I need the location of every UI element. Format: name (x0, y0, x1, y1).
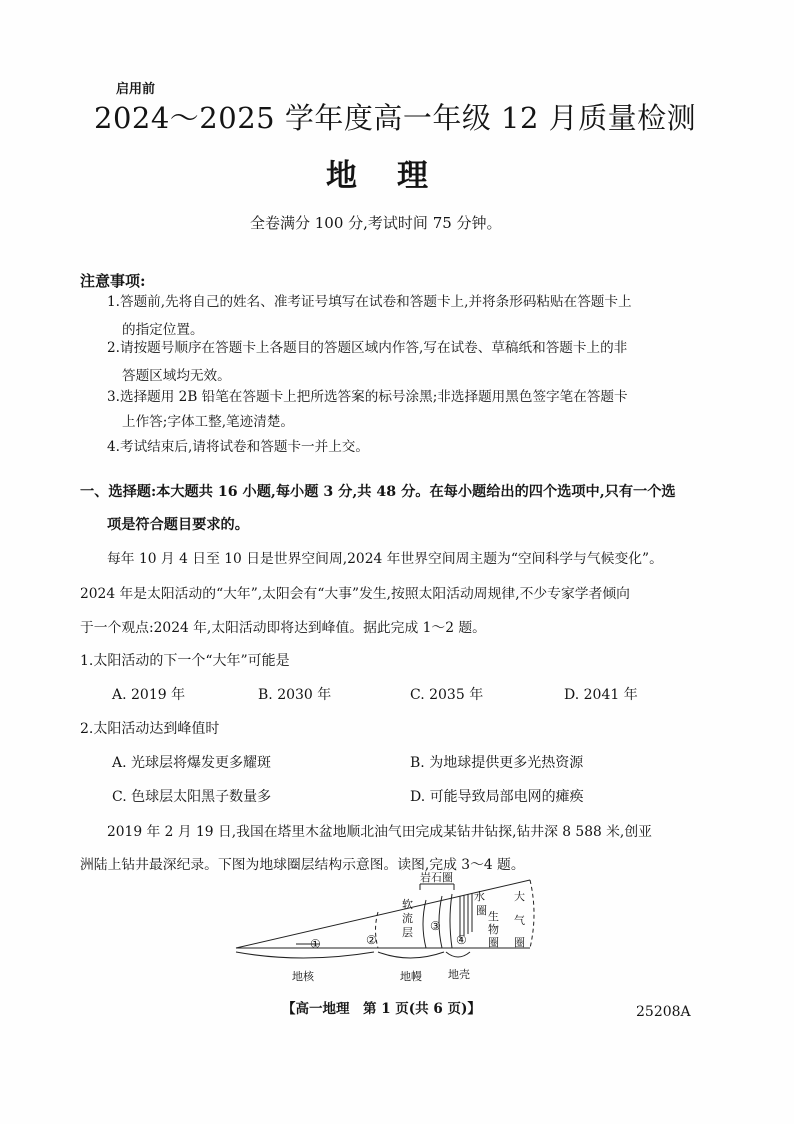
passage-line: 洲陆上钻井最深纪录。下图为地球圈层结构示意图。读图,完成 3～4 题。 (80, 857, 525, 873)
notice-line: 上作答;字体工整,笔迹清楚。 (122, 414, 295, 430)
notice-line: 答题区域均无效。 (122, 368, 231, 384)
option-c[interactable]: C. 2035 年 (410, 687, 484, 703)
notice-heading: 注意事项: (80, 272, 146, 290)
crust-bracket (446, 952, 470, 957)
crust-surface (450, 894, 452, 948)
mantle-bracket (378, 952, 444, 958)
notice-line: 4.考试结束后,请将试卷和答题卡一并上交。 (107, 439, 369, 455)
label-biosphere: 圈 (488, 936, 499, 949)
question-stem: 2.太阳活动达到峰值时 (80, 721, 220, 737)
label-core: 地核 (292, 970, 314, 983)
question-stem: 1.太阳活动的下一个“大年”可能是 (80, 653, 290, 669)
label-lithosphere: 岩石圈 (420, 871, 453, 884)
section-heading-cont: 项是符合题目要求的。 (107, 517, 249, 533)
label-asthenosphere: 层 (402, 926, 413, 939)
option-b[interactable]: B. 为地球提供更多光热资源 (410, 755, 584, 771)
core-bracket (236, 952, 374, 958)
exam-title: 2024～2025 学年度高一年级 12 月质量检测 (94, 101, 697, 135)
page-footer: 【高一地理 第 1 页(共 6 页)】 (282, 1001, 481, 1017)
notice-line: 的指定位置。 (122, 322, 204, 338)
label-atmosphere: 气 (514, 914, 525, 927)
passage-line: 于一个观点:2024 年,太阳活动即将达到峰值。据此完成 1～2 题。 (80, 620, 486, 636)
label-crust: 地壳 (448, 968, 470, 981)
marker-1: ① (310, 937, 321, 951)
marker-3: ③ (430, 919, 441, 933)
subject-title: 地理 (326, 158, 468, 194)
label-atmosphere: 圈 (514, 936, 525, 949)
label-hydrosphere: 水 (474, 890, 485, 903)
status-tag: 启用前 (116, 82, 156, 97)
option-d[interactable]: D. 可能导致局部电网的瘫痪 (410, 789, 584, 805)
option-c[interactable]: C. 色球层太阳黑子数量多 (112, 789, 272, 805)
label-atmosphere: 大 (514, 890, 525, 903)
score-info: 全卷满分 100 分,考试时间 75 分钟。 (250, 214, 502, 232)
asthenosphere-boundary (423, 900, 426, 948)
section-heading: 一、选择题:本大题共 16 小题,每小题 3 分,共 48 分。在每小题给出的四个选项中,只有一个选 (80, 484, 676, 500)
notice-line: 3.选择题用 2B 铅笔在答题卡上把所选答案的标号涂黑;非选择题用黑色签字笔在答题卡 (107, 389, 628, 405)
earth-layers-diagram (230, 868, 560, 988)
label-biosphere: 物 (488, 923, 499, 936)
notice-line: 2.请按题号顺序在答题卡上各题目的答题区域内作答,写在试卷、草稿纸和答题卡上的非 (107, 340, 628, 356)
label-biosphere: 生 (488, 910, 499, 923)
marker-2: ② (366, 933, 377, 947)
passage-line: 每年 10 月 4 日至 10 日是世界空间周,2024 年世界空间周主题为“空间科学与气候变化”。 (107, 551, 663, 567)
paper-code: 25208A (636, 1004, 691, 1020)
option-a[interactable]: A. 光球层将爆发更多耀斑 (112, 755, 272, 771)
option-d[interactable]: D. 2041 年 (564, 687, 638, 703)
marker-4: ④ (456, 933, 467, 947)
label-asthenosphere: 流 (402, 912, 413, 925)
option-b[interactable]: B. 2030 年 (258, 687, 332, 703)
label-mantle: 地幔 (400, 970, 422, 983)
passage-line: 2024 年是太阳活动的“大年”,太阳会有“大事”发生,按照太阳活动周规律,不少专家学者倾向 (80, 586, 630, 602)
notice-line: 1.答题前,先将自己的姓名、准考证号填写在试卷和答题卡上,并将条形码粘贴在答题卡上 (107, 294, 632, 310)
label-asthenosphere: 软 (402, 898, 413, 911)
atmosphere-edge (530, 880, 534, 948)
label-hydrosphere: 圈 (476, 904, 487, 917)
option-a[interactable]: A. 2019 年 (112, 687, 186, 703)
passage-line: 2019 年 2 月 19 日,我国在塔里木盆地顺北油气田完成某钻井钻探,钻井深 8 588 米,创亚 (107, 824, 652, 840)
